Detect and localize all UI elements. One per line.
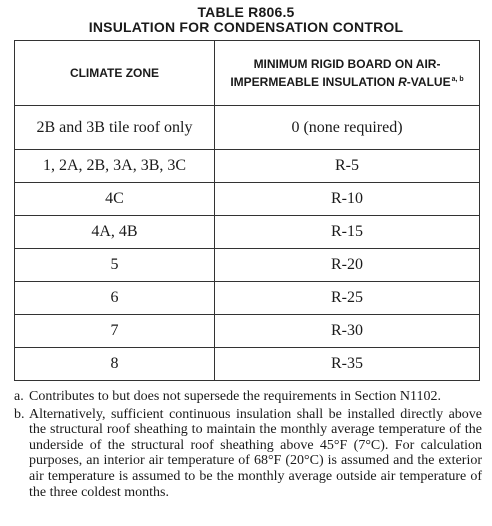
table-row [15,315,480,348]
climate-zone-cell: 5 [15,249,215,282]
table-title: TABLE R806.5 [197,4,295,20]
header-r-value [215,41,480,106]
table-row [15,183,480,216]
climate-zone-cell: 4A, 4B [15,216,215,249]
climate-zone-cell: 7 [15,315,215,348]
r-value-cell: R-15 [215,216,480,249]
header-footnote-marks: a, b [451,75,464,83]
table-row [15,348,480,381]
footnote-b [14,407,482,501]
table-row [15,282,480,315]
climate-zone-cell: 2B and 3B tile roof only [15,106,215,150]
r-value-cell: R-10 [215,183,480,216]
header-r-value-line1: MINIMUM RIGID BOARD ON AIR- [253,56,441,71]
header-row [15,41,480,106]
r-value-cell: R-25 [215,282,480,315]
climate-zone-cell: 4C [15,183,215,216]
footnotes [14,389,482,500]
table-row [15,150,480,183]
r-value-cell: R-20 [215,249,480,282]
header-r-value-line2-pre: IMPERMEABLE INSULATION [230,74,399,89]
header-r-value-line2-post: -VALUE [406,74,451,89]
r-value-cell: R-5 [215,150,480,183]
footnote-mark: a. [14,389,24,404]
table-row [15,106,480,150]
r-value-cell: 0 (none required) [215,106,480,150]
footnote-text: Contributes to but does not supersede the requirements in Section N1102. [29,389,442,404]
header-r-value-italic: R [398,74,407,89]
footnote-text: Alternatively, sufficient continuous insulation shall be installed directly above the structural roof sheathing to maintain the monthly average temperature of the underside of the structural roof sheathing above 45°F (7°C). For calculation purposes, an interior air temperature of 68°F (20°C) is assumed and the exterior air temperature is assumed to be the monthly average outside air temperature of the three coldest months. [29,406,482,500]
footnote-mark: b. [14,406,25,422]
table-row [15,249,480,282]
table-row [15,216,480,249]
climate-zone-cell: 6 [15,282,215,315]
table-subtitle: INSULATION FOR CONDENSATION CONTROL [88,19,404,35]
r-value-cell: R-30 [215,315,480,348]
climate-zone-cell: 1, 2A, 2B, 3A, 3B, 3C [15,150,215,183]
footnote-a [14,389,482,405]
climate-zone-cell: 8 [15,348,215,381]
insulation-table [14,40,480,381]
r-value-cell: R-35 [215,348,480,381]
header-climate-zone: CLIMATE ZONE [15,41,215,106]
